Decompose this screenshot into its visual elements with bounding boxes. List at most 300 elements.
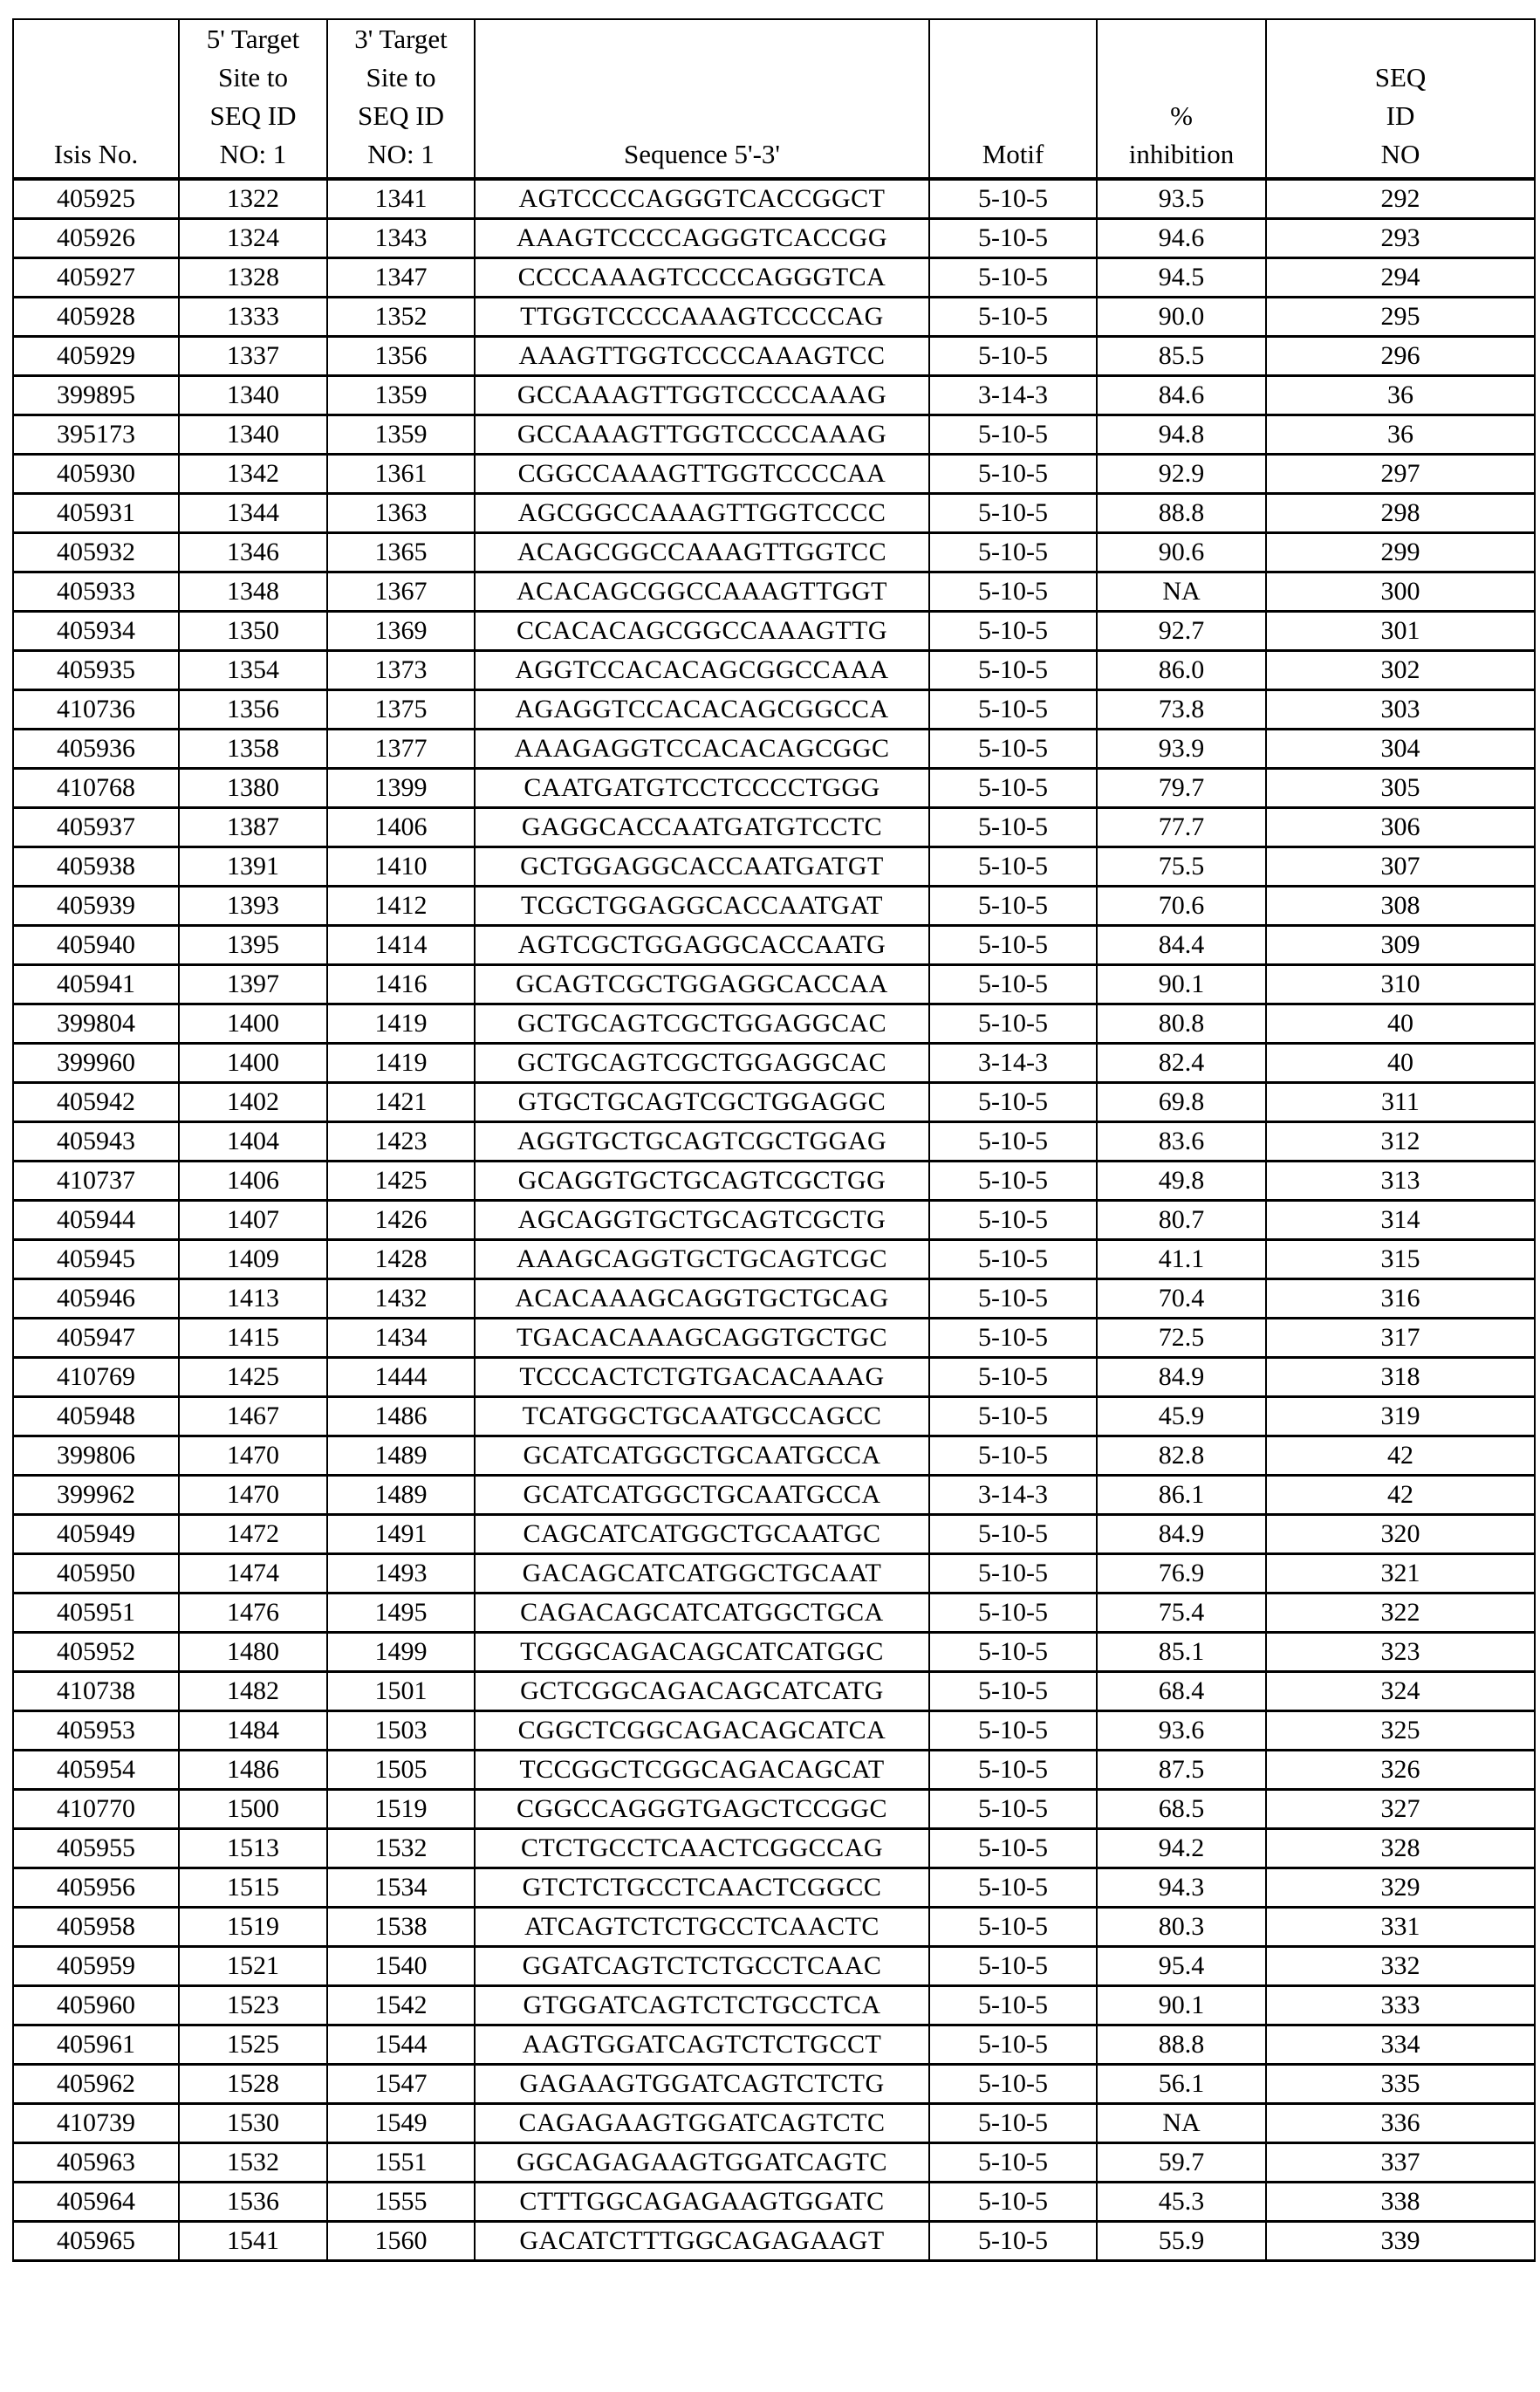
cell-seq-id-no: 297 — [1266, 455, 1535, 494]
cell-5-target-site: 1397 — [179, 965, 327, 1004]
cell-3-target-site: 1377 — [327, 730, 475, 769]
table-row — [13, 887, 1535, 926]
header-row — [13, 19, 1535, 179]
cell-isis-no: 405938 — [13, 847, 179, 887]
cell-percent-inhibition: 45.3 — [1097, 2183, 1266, 2222]
cell-3-target-site: 1363 — [327, 494, 475, 533]
cell-sequence: GACATCTTTGGCAGAGAAGT — [475, 2222, 929, 2261]
cell-percent-inhibition: 90.1 — [1097, 1986, 1266, 2025]
cell-seq-id-no: 300 — [1266, 572, 1535, 612]
cell-percent-inhibition: 79.7 — [1097, 769, 1266, 808]
cell-seq-id-no: 309 — [1266, 926, 1535, 965]
cell-motif: 5-10-5 — [929, 769, 1097, 808]
cell-seq-id-no: 322 — [1266, 1594, 1535, 1633]
cell-percent-inhibition: 86.1 — [1097, 1476, 1266, 1515]
cell-5-target-site: 1500 — [179, 1790, 327, 1829]
header-line: SEQ — [1374, 62, 1427, 93]
table-row — [13, 612, 1535, 651]
cell-percent-inhibition: 94.8 — [1097, 415, 1266, 455]
cell-isis-no: 405941 — [13, 965, 179, 1004]
table-row — [13, 1554, 1535, 1594]
cell-isis-no: 405929 — [13, 337, 179, 376]
cell-seq-id-no: 331 — [1266, 1908, 1535, 1947]
cell-motif: 5-10-5 — [929, 651, 1097, 690]
cell-seq-id-no: 320 — [1266, 1515, 1535, 1554]
cell-isis-no: 405936 — [13, 730, 179, 769]
cell-sequence: TCATGGCTGCAATGCCAGCC — [475, 1397, 929, 1436]
cell-isis-no: 410739 — [13, 2104, 179, 2143]
header-line: Sequence 5'-3' — [623, 139, 781, 169]
cell-isis-no: 405961 — [13, 2025, 179, 2065]
header-line: NO — [1380, 139, 1420, 169]
cell-motif: 5-10-5 — [929, 1829, 1097, 1868]
cell-motif: 5-10-5 — [929, 2025, 1097, 2065]
cell-seq-id-no: 328 — [1266, 1829, 1535, 1868]
header-line: 3' Target — [354, 24, 448, 54]
cell-seq-id-no: 308 — [1266, 887, 1535, 926]
header-isis-no — [13, 19, 179, 179]
cell-seq-id-no: 336 — [1266, 2104, 1535, 2143]
cell-percent-inhibition: 94.6 — [1097, 219, 1266, 258]
cell-percent-inhibition: 87.5 — [1097, 1751, 1266, 1790]
cell-motif: 3-14-3 — [929, 1476, 1097, 1515]
cell-isis-no: 410737 — [13, 1162, 179, 1201]
header-line: ID — [1386, 100, 1415, 131]
cell-seq-id-no: 338 — [1266, 2183, 1535, 2222]
cell-sequence: GTCTCTGCCTCAACTCGGCC — [475, 1868, 929, 1908]
cell-5-target-site: 1324 — [179, 219, 327, 258]
cell-5-target-site: 1328 — [179, 258, 327, 298]
table-row — [13, 1436, 1535, 1476]
cell-percent-inhibition: 55.9 — [1097, 2222, 1266, 2261]
cell-motif: 5-10-5 — [929, 455, 1097, 494]
cell-sequence: GCCAAAGTTGGTCCCCAAAG — [475, 415, 929, 455]
cell-sequence: CAGCATCATGGCTGCAATGC — [475, 1515, 929, 1554]
cell-5-target-site: 1342 — [179, 455, 327, 494]
cell-3-target-site: 1416 — [327, 965, 475, 1004]
cell-motif: 5-10-5 — [929, 887, 1097, 926]
cell-percent-inhibition: 86.0 — [1097, 651, 1266, 690]
cell-3-target-site: 1555 — [327, 2183, 475, 2222]
cell-isis-no: 405942 — [13, 1083, 179, 1122]
cell-sequence: ACACAGCGGCCAAAGTTGGT — [475, 572, 929, 612]
cell-isis-no: 399895 — [13, 376, 179, 415]
header-line: 5' Target — [206, 24, 300, 54]
cell-3-target-site: 1347 — [327, 258, 475, 298]
cell-motif: 5-10-5 — [929, 1947, 1097, 1986]
cell-motif: 5-10-5 — [929, 1004, 1097, 1044]
cell-sequence: ACAGCGGCCAAAGTTGGTCC — [475, 533, 929, 572]
cell-5-target-site: 1521 — [179, 1947, 327, 1986]
cell-percent-inhibition: 84.9 — [1097, 1358, 1266, 1397]
cell-3-target-site: 1534 — [327, 1868, 475, 1908]
cell-isis-no: 410738 — [13, 1672, 179, 1711]
cell-3-target-site: 1493 — [327, 1554, 475, 1594]
antisense-sequence-table — [12, 18, 1536, 2262]
cell-motif: 5-10-5 — [929, 1986, 1097, 2025]
table-row — [13, 2104, 1535, 2143]
cell-seq-id-no: 294 — [1266, 258, 1535, 298]
cell-percent-inhibition: 88.8 — [1097, 494, 1266, 533]
cell-motif: 5-10-5 — [929, 2222, 1097, 2261]
cell-seq-id-no: 306 — [1266, 808, 1535, 847]
cell-seq-id-no: 314 — [1266, 1201, 1535, 1240]
cell-5-target-site: 1402 — [179, 1083, 327, 1122]
cell-seq-id-no: 337 — [1266, 2143, 1535, 2183]
cell-percent-inhibition: 84.4 — [1097, 926, 1266, 965]
cell-sequence: GGCAGAGAAGTGGATCAGTC — [475, 2143, 929, 2183]
cell-sequence: TTGGTCCCCAAAGTCCCCAG — [475, 298, 929, 337]
header-line: SEQ ID — [209, 100, 297, 131]
cell-seq-id-no: 293 — [1266, 219, 1535, 258]
table-row — [13, 1044, 1535, 1083]
cell-motif: 5-10-5 — [929, 337, 1097, 376]
cell-seq-id-no: 323 — [1266, 1633, 1535, 1672]
cell-5-target-site: 1337 — [179, 337, 327, 376]
table-row — [13, 1594, 1535, 1633]
cell-5-target-site: 1519 — [179, 1908, 327, 1947]
cell-seq-id-no: 310 — [1266, 965, 1535, 1004]
cell-motif: 5-10-5 — [929, 1554, 1097, 1594]
table-row — [13, 376, 1535, 415]
cell-percent-inhibition: 80.7 — [1097, 1201, 1266, 1240]
header-line: Site to — [217, 62, 289, 93]
cell-motif: 5-10-5 — [929, 847, 1097, 887]
table-header — [13, 19, 1535, 179]
header-seq-id-no — [1266, 19, 1535, 179]
cell-seq-id-no: 292 — [1266, 179, 1535, 219]
cell-percent-inhibition: 45.9 — [1097, 1397, 1266, 1436]
cell-seq-id-no: 333 — [1266, 1986, 1535, 2025]
cell-percent-inhibition: 94.3 — [1097, 1868, 1266, 1908]
table-row — [13, 808, 1535, 847]
cell-motif: 5-10-5 — [929, 1319, 1097, 1358]
cell-3-target-site: 1412 — [327, 887, 475, 926]
table-row — [13, 1279, 1535, 1319]
cell-isis-no: 405946 — [13, 1279, 179, 1319]
cell-sequence: CCCCAAAGTCCCCAGGGTCA — [475, 258, 929, 298]
cell-percent-inhibition: 85.5 — [1097, 337, 1266, 376]
cell-motif: 3-14-3 — [929, 376, 1097, 415]
cell-sequence: GTGGATCAGTCTCTGCCTCA — [475, 1986, 929, 2025]
cell-seq-id-no: 339 — [1266, 2222, 1535, 2261]
cell-5-target-site: 1467 — [179, 1397, 327, 1436]
table-row — [13, 258, 1535, 298]
cell-percent-inhibition: 75.5 — [1097, 847, 1266, 887]
cell-percent-inhibition: NA — [1097, 572, 1266, 612]
cell-3-target-site: 1444 — [327, 1358, 475, 1397]
cell-isis-no: 405952 — [13, 1633, 179, 1672]
cell-motif: 5-10-5 — [929, 1515, 1097, 1554]
header-line: Site to — [366, 62, 436, 93]
cell-motif: 5-10-5 — [929, 690, 1097, 730]
cell-isis-no: 410768 — [13, 769, 179, 808]
cell-isis-no: 405947 — [13, 1319, 179, 1358]
cell-motif: 5-10-5 — [929, 1672, 1097, 1711]
cell-sequence: GCATCATGGCTGCAATGCCA — [475, 1476, 929, 1515]
cell-5-target-site: 1400 — [179, 1004, 327, 1044]
cell-5-target-site: 1413 — [179, 1279, 327, 1319]
cell-seq-id-no: 42 — [1266, 1476, 1535, 1515]
table-row — [13, 1751, 1535, 1790]
cell-3-target-site: 1399 — [327, 769, 475, 808]
cell-seq-id-no: 299 — [1266, 533, 1535, 572]
cell-isis-no: 405965 — [13, 2222, 179, 2261]
cell-5-target-site: 1470 — [179, 1476, 327, 1515]
cell-isis-no: 405964 — [13, 2183, 179, 2222]
table-row — [13, 926, 1535, 965]
cell-5-target-site: 1358 — [179, 730, 327, 769]
cell-seq-id-no: 324 — [1266, 1672, 1535, 1711]
cell-seq-id-no: 316 — [1266, 1279, 1535, 1319]
cell-sequence: AGGTCCACACAGCGGCCAAA — [475, 651, 929, 690]
cell-3-target-site: 1503 — [327, 1711, 475, 1751]
cell-isis-no: 405943 — [13, 1122, 179, 1162]
cell-motif: 5-10-5 — [929, 298, 1097, 337]
cell-motif: 5-10-5 — [929, 2183, 1097, 2222]
cell-motif: 5-10-5 — [929, 1240, 1097, 1279]
cell-3-target-site: 1423 — [327, 1122, 475, 1162]
cell-5-target-site: 1486 — [179, 1751, 327, 1790]
cell-sequence: AGAGGTCCACACAGCGGCCA — [475, 690, 929, 730]
table-row — [13, 1515, 1535, 1554]
cell-sequence: GCATCATGGCTGCAATGCCA — [475, 1436, 929, 1476]
table-row — [13, 533, 1535, 572]
header-line: inhibition — [1128, 139, 1235, 169]
header-line: % — [1170, 100, 1193, 131]
cell-sequence: GCTCGGCAGACAGCATCATG — [475, 1672, 929, 1711]
cell-motif: 5-10-5 — [929, 2143, 1097, 2183]
cell-percent-inhibition: 83.6 — [1097, 1122, 1266, 1162]
cell-3-target-site: 1359 — [327, 415, 475, 455]
cell-5-target-site: 1480 — [179, 1633, 327, 1672]
cell-sequence: AGTCCCCAGGGTCACCGGCT — [475, 179, 929, 219]
cell-3-target-site: 1486 — [327, 1397, 475, 1436]
cell-seq-id-no: 327 — [1266, 1790, 1535, 1829]
cell-sequence: CCACACAGCGGCCAAAGTTG — [475, 612, 929, 651]
cell-seq-id-no: 325 — [1266, 1711, 1535, 1751]
table-row — [13, 690, 1535, 730]
cell-seq-id-no: 40 — [1266, 1004, 1535, 1044]
table-row — [13, 1004, 1535, 1044]
cell-motif: 5-10-5 — [929, 1122, 1097, 1162]
cell-percent-inhibition: NA — [1097, 2104, 1266, 2143]
cell-motif: 5-10-5 — [929, 965, 1097, 1004]
cell-seq-id-no: 319 — [1266, 1397, 1535, 1436]
cell-3-target-site: 1499 — [327, 1633, 475, 1672]
cell-percent-inhibition: 59.7 — [1097, 2143, 1266, 2183]
cell-3-target-site: 1560 — [327, 2222, 475, 2261]
header-line: NO: 1 — [219, 139, 287, 169]
cell-5-target-site: 1340 — [179, 376, 327, 415]
cell-3-target-site: 1367 — [327, 572, 475, 612]
cell-sequence: CTCTGCCTCAACTCGGCCAG — [475, 1829, 929, 1868]
cell-percent-inhibition: 84.9 — [1097, 1515, 1266, 1554]
cell-sequence: GCAGGTGCTGCAGTCGCTGG — [475, 1162, 929, 1201]
cell-3-target-site: 1428 — [327, 1240, 475, 1279]
cell-motif: 5-10-5 — [929, 1397, 1097, 1436]
table-row — [13, 1947, 1535, 1986]
cell-5-target-site: 1409 — [179, 1240, 327, 1279]
cell-sequence: AAAGCAGGTGCTGCAGTCGC — [475, 1240, 929, 1279]
cell-percent-inhibition: 69.8 — [1097, 1083, 1266, 1122]
cell-seq-id-no: 321 — [1266, 1554, 1535, 1594]
cell-motif: 5-10-5 — [929, 1279, 1097, 1319]
cell-5-target-site: 1391 — [179, 847, 327, 887]
cell-isis-no: 410769 — [13, 1358, 179, 1397]
cell-sequence: GACAGCATCATGGCTGCAAT — [475, 1554, 929, 1594]
cell-3-target-site: 1352 — [327, 298, 475, 337]
cell-3-target-site: 1551 — [327, 2143, 475, 2183]
cell-isis-no: 395173 — [13, 415, 179, 455]
table-row — [13, 769, 1535, 808]
cell-seq-id-no: 335 — [1266, 2065, 1535, 2104]
cell-isis-no: 405925 — [13, 179, 179, 219]
cell-sequence: AAAGAGGTCCACACAGCGGC — [475, 730, 929, 769]
cell-motif: 5-10-5 — [929, 1633, 1097, 1672]
cell-3-target-site: 1426 — [327, 1201, 475, 1240]
cell-5-target-site: 1407 — [179, 1201, 327, 1240]
cell-5-target-site: 1322 — [179, 179, 327, 219]
cell-isis-no: 405945 — [13, 1240, 179, 1279]
cell-sequence: TGACACAAAGCAGGTGCTGC — [475, 1319, 929, 1358]
cell-3-target-site: 1375 — [327, 690, 475, 730]
table-row — [13, 298, 1535, 337]
cell-percent-inhibition: 95.4 — [1097, 1947, 1266, 1986]
cell-seq-id-no: 302 — [1266, 651, 1535, 690]
cell-seq-id-no: 312 — [1266, 1122, 1535, 1162]
cell-3-target-site: 1369 — [327, 612, 475, 651]
table-row — [13, 1397, 1535, 1436]
cell-5-target-site: 1387 — [179, 808, 327, 847]
cell-percent-inhibition: 70.6 — [1097, 887, 1266, 926]
cell-isis-no: 405962 — [13, 2065, 179, 2104]
cell-3-target-site: 1495 — [327, 1594, 475, 1633]
table-row — [13, 1711, 1535, 1751]
cell-3-target-site: 1410 — [327, 847, 475, 887]
table-row — [13, 651, 1535, 690]
cell-percent-inhibition: 70.4 — [1097, 1279, 1266, 1319]
cell-percent-inhibition: 80.3 — [1097, 1908, 1266, 1947]
cell-5-target-site: 1333 — [179, 298, 327, 337]
cell-motif: 5-10-5 — [929, 2065, 1097, 2104]
cell-percent-inhibition: 49.8 — [1097, 1162, 1266, 1201]
cell-motif: 5-10-5 — [929, 808, 1097, 847]
cell-percent-inhibition: 68.4 — [1097, 1672, 1266, 1711]
cell-5-target-site: 1528 — [179, 2065, 327, 2104]
cell-isis-no: 405931 — [13, 494, 179, 533]
table-row — [13, 1319, 1535, 1358]
cell-3-target-site: 1343 — [327, 219, 475, 258]
table-row — [13, 572, 1535, 612]
cell-isis-no: 405935 — [13, 651, 179, 690]
cell-3-target-site: 1549 — [327, 2104, 475, 2143]
cell-motif: 5-10-5 — [929, 533, 1097, 572]
cell-5-target-site: 1536 — [179, 2183, 327, 2222]
cell-sequence: GCTGGAGGCACCAATGATGT — [475, 847, 929, 887]
cell-motif: 5-10-5 — [929, 1358, 1097, 1397]
cell-5-target-site: 1356 — [179, 690, 327, 730]
cell-sequence: GAGGCACCAATGATGTCCTC — [475, 808, 929, 847]
cell-5-target-site: 1415 — [179, 1319, 327, 1358]
cell-sequence: AAAGTCCCCAGGGTCACCGG — [475, 219, 929, 258]
cell-isis-no: 405950 — [13, 1554, 179, 1594]
cell-3-target-site: 1356 — [327, 337, 475, 376]
cell-5-target-site: 1395 — [179, 926, 327, 965]
cell-5-target-site: 1474 — [179, 1554, 327, 1594]
cell-isis-no: 405937 — [13, 808, 179, 847]
header-percent-inhibition — [1097, 19, 1266, 179]
cell-5-target-site: 1513 — [179, 1829, 327, 1868]
table-row — [13, 1162, 1535, 1201]
cell-3-target-site: 1542 — [327, 1986, 475, 2025]
cell-isis-no: 405948 — [13, 1397, 179, 1436]
cell-5-target-site: 1523 — [179, 1986, 327, 2025]
table-row — [13, 2183, 1535, 2222]
cell-motif: 5-10-5 — [929, 1201, 1097, 1240]
cell-5-target-site: 1350 — [179, 612, 327, 651]
cell-motif: 5-10-5 — [929, 1711, 1097, 1751]
table-row — [13, 219, 1535, 258]
cell-isis-no: 405930 — [13, 455, 179, 494]
cell-3-target-site: 1434 — [327, 1319, 475, 1358]
cell-5-target-site: 1348 — [179, 572, 327, 612]
cell-seq-id-no: 40 — [1266, 1044, 1535, 1083]
cell-seq-id-no: 315 — [1266, 1240, 1535, 1279]
table-row — [13, 730, 1535, 769]
cell-isis-no: 405953 — [13, 1711, 179, 1751]
cell-percent-inhibition: 94.2 — [1097, 1829, 1266, 1868]
cell-isis-no: 405944 — [13, 1201, 179, 1240]
table-row — [13, 1829, 1535, 1868]
cell-5-target-site: 1515 — [179, 1868, 327, 1908]
cell-sequence: AAAGTTGGTCCCCAAAGTCC — [475, 337, 929, 376]
cell-3-target-site: 1544 — [327, 2025, 475, 2065]
cell-motif: 5-10-5 — [929, 2104, 1097, 2143]
header-3-target-site — [327, 19, 475, 179]
header-line: NO: 1 — [367, 139, 435, 169]
cell-seq-id-no: 332 — [1266, 1947, 1535, 1986]
cell-3-target-site: 1538 — [327, 1908, 475, 1947]
cell-sequence: CGGCCAGGGTGAGCTCCGGC — [475, 1790, 929, 1829]
cell-motif: 5-10-5 — [929, 1162, 1097, 1201]
cell-motif: 5-10-5 — [929, 926, 1097, 965]
cell-3-target-site: 1359 — [327, 376, 475, 415]
cell-3-target-site: 1547 — [327, 2065, 475, 2104]
cell-motif: 5-10-5 — [929, 179, 1097, 219]
cell-seq-id-no: 298 — [1266, 494, 1535, 533]
cell-5-target-site: 1476 — [179, 1594, 327, 1633]
cell-percent-inhibition: 92.9 — [1097, 455, 1266, 494]
cell-5-target-site: 1425 — [179, 1358, 327, 1397]
cell-3-target-site: 1365 — [327, 533, 475, 572]
table-row — [13, 2222, 1535, 2261]
cell-sequence: CAGACAGCATCATGGCTGCA — [475, 1594, 929, 1633]
cell-motif: 5-10-5 — [929, 1594, 1097, 1633]
cell-isis-no: 405928 — [13, 298, 179, 337]
table-row — [13, 1201, 1535, 1240]
cell-5-target-site: 1380 — [179, 769, 327, 808]
table-row — [13, 1790, 1535, 1829]
header-motif — [929, 19, 1097, 179]
cell-5-target-site: 1530 — [179, 2104, 327, 2143]
cell-3-target-site: 1419 — [327, 1004, 475, 1044]
cell-3-target-site: 1425 — [327, 1162, 475, 1201]
cell-isis-no: 405963 — [13, 2143, 179, 2183]
cell-3-target-site: 1540 — [327, 1947, 475, 1986]
cell-sequence: TCGGCAGACAGCATCATGGC — [475, 1633, 929, 1672]
cell-percent-inhibition: 68.5 — [1097, 1790, 1266, 1829]
